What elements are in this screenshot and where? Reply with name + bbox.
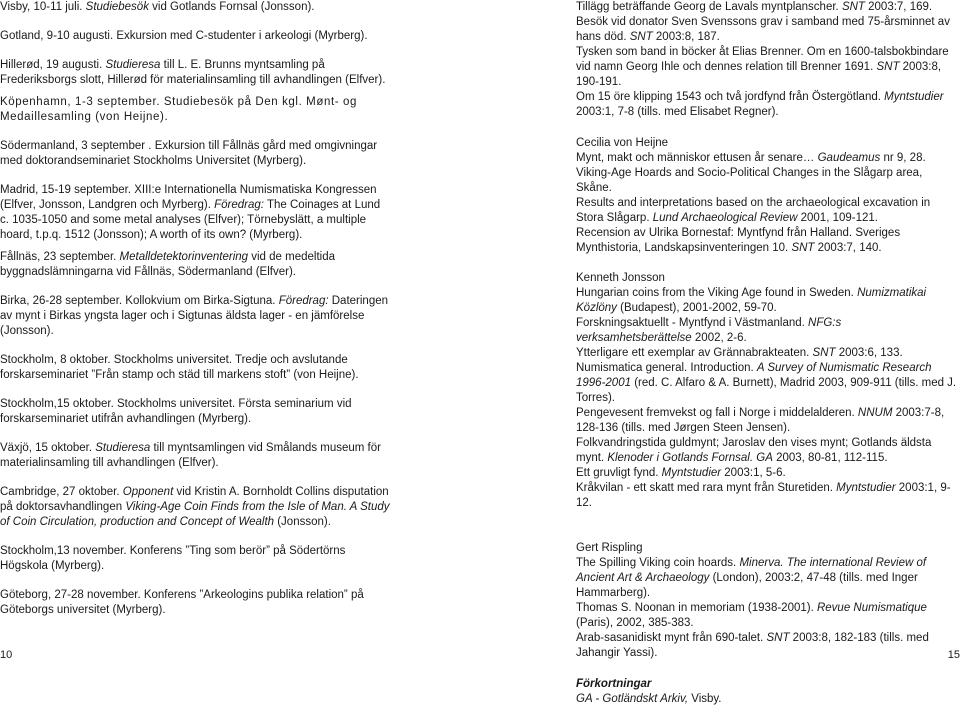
pub-line: Folkvandringstida guldmynt; Jaroslav den vises mynt; Gotlands äldsta mynt. Klenoder i Gotlands Fornsal. GA 2003, 80-81, 112-115. — [576, 437, 932, 464]
pub-line: Ett gruvligt fynd. Myntstudier 2003:1, 5-6. — [576, 467, 786, 479]
entry-fallnas: Fållnäs, 23 september. Metalldetektorinventering vid de medeltida byggnadslämningarna vid Fållnäs, Södermanland (Elfver). — [0, 251, 335, 278]
pub-line: Forskningsaktuellt - Myntfynd i Västmanland. NFG:s verksamhetsberättelse 2002, 2-6. — [576, 317, 842, 344]
author-name: Kenneth Jonsson — [576, 272, 665, 284]
pub-line: Results and interpretations based on the archaeological excavation in Stora Slågarp. Lund Archaeological Review 2001, 109-121. — [576, 197, 931, 224]
entry-birka: Birka, 26-28 september. Kollokvium om Birka-Sigtuna. Föredrag: Dateringen av mynt i Birkas yngsta lager och i Sigtunas äldsta lager - en jämförelse (Jonsson). — [0, 295, 389, 337]
left-page — [0, 0, 392, 625]
entry-visby: Visby, 10-11 juli. Studiebesök vid Gotlands Fornsal (Jonsson). — [0, 1, 315, 13]
pub-line: Om 15 öre klipping 1543 och två jordfynd från Östergötland. Myntstudier 2003:1, 7-8 (tills. med Elisabet Regner). — [576, 91, 944, 118]
entry-hillerod: Hillerød, 19 augusti. Studieresa till L. E. Brunns myntsamling på Frederiksborgs slott, Hillerød för materialinsamling till avhandlingen (Elfver). — [0, 59, 386, 86]
pub-line: Recension av Ulrika Bornestaf: Myntfynd från Halland. Sveriges Mynthistoria, Landskapsinventeringen 10. SNT 2003:7, 140. — [576, 227, 901, 254]
pub-line: Hungarian coins from the Viking Age found in Sweden. Numizmatikai Közlöny (Budapest), 2001-2002, 59-70. — [576, 287, 927, 314]
author-name: Gert Rispling — [576, 542, 643, 554]
right-page — [576, 0, 960, 707]
abbrev-line: GA - Gotländskt Arkiv, Visby. — [576, 693, 722, 705]
pub-line: Mynt, makt och människor ettusen år senare… Gaudeamus nr 9, 28. — [576, 152, 926, 164]
pub-line: Thomas S. Noonan in memoriam (1938-2001). Revue Numismatique (Paris), 2002, 385-383. — [576, 602, 927, 629]
pub-line: Viking-Age Hoards and Socio-Political Changes in the Slågarp area, Skåne. — [576, 167, 923, 194]
pub-line: Pengevesent fremvekst og fall i Norge i middelalderen. NNUM 2003:7-8, 128-136 (tills. med Jørgen Steen Jensen). — [576, 407, 945, 434]
entry-kopenhamn: Köpenhamn, 1-3 september. Studiebesök på Den kgl. Mønt- og Medaillesamling (von Heijne). — [0, 96, 357, 123]
entry-sodermanland: Södermanland, 3 september . Exkursion till Fållnäs gård med omgivningar med doktorandseminariet Stockholms Universitet (Myrberg). — [0, 140, 378, 167]
pub-line: The Spilling Viking coin hoards. Minerva. The international Review of Ancient Art & Archaeology (London), 2003:2, 47-48 (tills. med Inger Hammarberg). — [576, 557, 927, 599]
jonsson-publications — [576, 271, 960, 511]
pub-line: Besök vid donator Sven Svenssons grav i samband med 75-årsminnet av hans död. SNT 2003:8, 187. — [576, 16, 950, 43]
page-number-right: 15 — [947, 649, 960, 661]
entry-madrid: Madrid, 15-19 september. XIII:e Internationella Numismatiska Kongressen (Elfver, Jonsson, Landgren och Myrberg). Föredrag: The Coinages at Lund c. 1035-1050 and some metal analyses (Elfver); Törnebyslätt, a multiple hoard, t.p.q. 1512 (Jonsson); A worth of its own? (Myrberg). — [0, 184, 381, 241]
entry-cambridge: Cambridge, 27 oktober. Opponent vid Kristin A. Bornholdt Collins disputation på doktorsavhandlingen Viking-Age Coin Finds from the Isle of Man. A Study of Coin Circulation, production and Concept of Wealth (Jonsson). — [0, 486, 390, 528]
entry-stockholm-15: Stockholm,15 oktober. Stockholms universitet. Första seminarium vid forskarseminariet utifrån avhandlingen (Myrberg). — [0, 398, 352, 425]
pub-line: Tillägg beträffande Georg de Lavals myntplanscher. SNT 2003:7, 169. — [576, 1, 933, 13]
page-number-left: 10 — [0, 649, 13, 661]
pub-line: Numismatica general. Introduction. A Survey of Numismatic Research 1996-2001 (red. C. Alfaro & A. Burnett), Madrid 2003, 909-911 (tills. med J. Torres). — [576, 362, 957, 404]
pub-line: Kråkvilan - ett skatt med rara mynt från Sturetiden. Myntstudier 2003:1, 9-12. — [576, 482, 951, 509]
entry-vaxjo: Växjö, 15 oktober. Studieresa till myntsamlingen vid Smålands museum för materialinsamling till avhandlingen (Elfver). — [0, 442, 381, 469]
entry-goteborg: Göteborg, 27-28 november. Konferens ”Arkeologins publika relation” på Göteborgs universitet (Myrberg). — [0, 589, 364, 616]
rispling-publications — [576, 541, 960, 661]
pub-line: Arab-sasanidiskt mynt från 690-talet. SNT 2003:8, 182-183 (tills. med Jahangir Yassi). — [576, 632, 929, 659]
abbreviations — [576, 677, 960, 707]
top-publications — [576, 0, 960, 120]
entry-stockholm-13: Stockholm,13 november. Konferens ”Ting som berör” på Södertörns Högskola (Myrberg). — [0, 545, 346, 572]
pub-line: Ytterligare ett exemplar av Grännabrakteaten. SNT 2003:6, 133. — [576, 347, 903, 359]
pub-line: Tysken som band in böcker åt Elias Brenner. Om en 1600-talsbokbindare vid namn Georg Ihle och dennes relation till Brenner 1691. SNT 2003:8, 190-191. — [576, 46, 949, 88]
abbrev-heading: Förkortningar — [576, 678, 652, 690]
heijne-publications — [576, 136, 960, 256]
author-name: Cecilia von Heijne — [576, 137, 669, 149]
entry-gotland: Gotland, 9-10 augusti. Exkursion med C-studenter i arkeologi (Myrberg). — [0, 30, 368, 42]
entry-stockholm-8: Stockholm, 8 oktober. Stockholms universitet. Tredje och avslutande forskarseminariet ”Från stamp och städ till markens stoft” (von Heijne). — [0, 354, 359, 381]
